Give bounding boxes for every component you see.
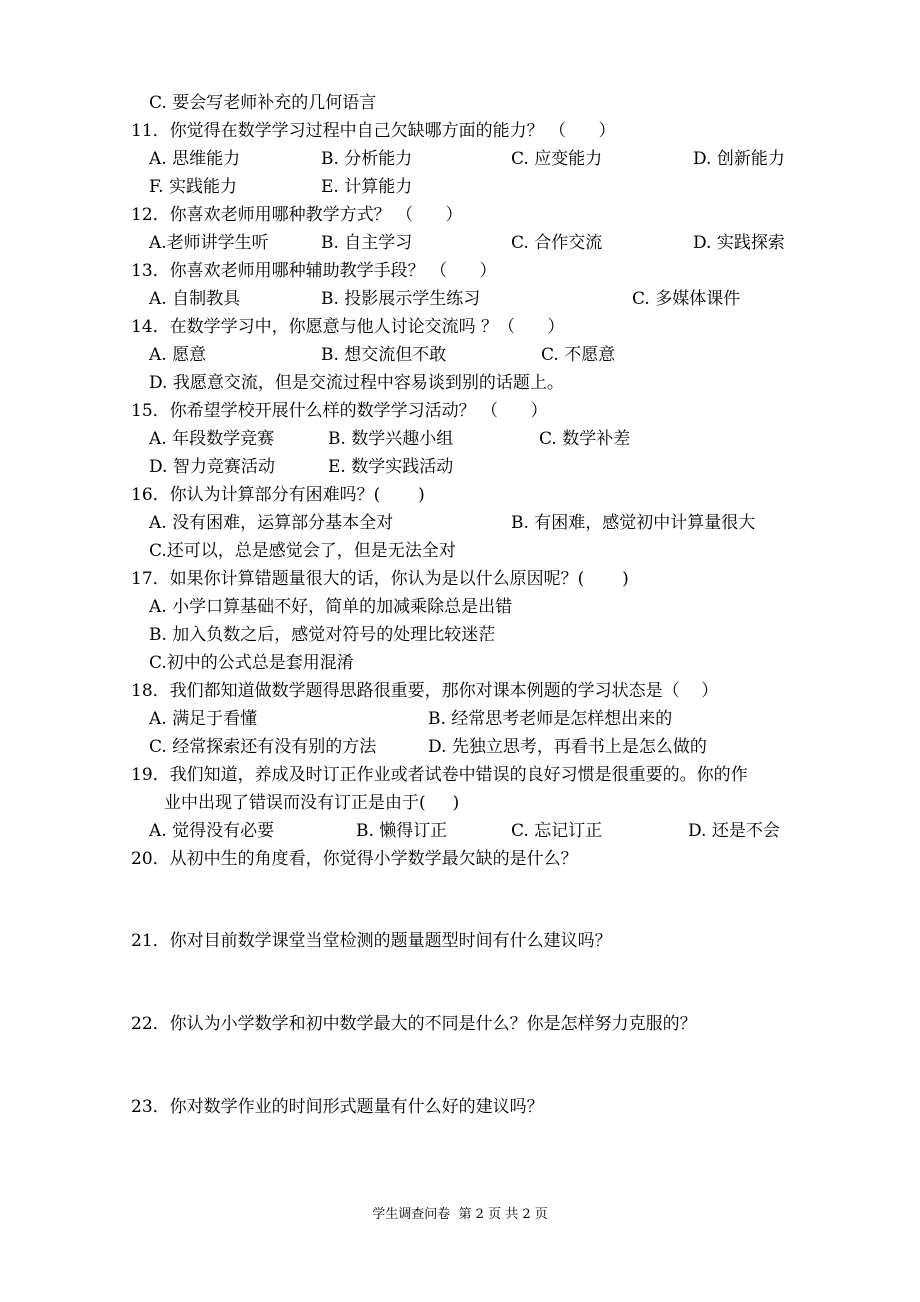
q13-option-b: B. 投影展示学生练习 [321, 289, 481, 309]
q11-option-b: B. 分析能力 [321, 149, 413, 169]
q11-option-d: D. 创新能力 [693, 149, 785, 169]
q18-option-a: A. 满足于看懂 [149, 709, 258, 729]
q19-option-b: B. 懒得订正 [356, 821, 448, 841]
question-22: 22．你认为小学数学和初中数学最大的不同是什么？你是怎样努力克服的？ [131, 1014, 697, 1034]
q13-option-a: A. 自制教具 [149, 289, 241, 309]
q19-option-d: D. 还是不会 [688, 821, 780, 841]
question-18: 18．我们都知道做数学题得思路很重要，那你对课本例题的学习状态是（ ） [131, 681, 719, 701]
q18-option-d: D. 先独立思考，再看书上是怎么做的 [428, 737, 707, 757]
question-17: 17．如果你计算错题量很大的话，你认为是以什么原因呢？( ) [131, 569, 629, 589]
question-23: 23．你对数学作业的时间形式题量有什么好的建议吗？ [131, 1097, 544, 1117]
q11-option-a: A. 思维能力 [149, 149, 241, 169]
q17-option-a: A. 小学口算基础不好，简单的加减乘除总是出错 [149, 597, 513, 617]
q11-option-e: E. 计算能力 [321, 177, 413, 197]
question-21: 21．你对目前数学课堂当堂检测的题量题型时间有什么建议吗？ [131, 931, 612, 951]
q15-option-d: D. 智力竞赛活动 [149, 457, 275, 477]
q14-option-a: A. 愿意 [149, 345, 207, 365]
q18-option-b: B. 经常思考老师是怎样想出来的 [428, 709, 673, 729]
q16-option-b: B. 有困难，感觉初中计算量很大 [511, 513, 756, 533]
question-19: 19．我们知道，养成及时订正作业或者试卷中错误的良好习惯是很重要的。你的作 [131, 765, 748, 785]
q15-option-a: A. 年段数学竞赛 [149, 429, 275, 449]
q16-option-a: A. 没有困难，运算部分基本全对 [149, 513, 394, 533]
q12-option-c: C. 合作交流 [511, 233, 603, 253]
question-13: 13．你喜欢老师用哪种辅助教学手段？ （ ） [131, 261, 497, 281]
q18-option-c: C. 经常探索还有没有别的方法 [149, 737, 377, 757]
q12-option-b: B. 自主学习 [321, 233, 413, 253]
question-19-cont: 业中出现了错误而没有订正是由于( ) [164, 793, 460, 813]
question-20: 20．从初中生的角度看，你觉得小学数学最欠缺的是什么？ [131, 849, 578, 869]
q19-option-c: C. 忘记订正 [511, 821, 603, 841]
q15-option-e: E. 数学实践活动 [328, 457, 454, 477]
q14-option-c: C. 不愿意 [541, 345, 616, 365]
q13-option-c: C. 多媒体课件 [632, 289, 741, 309]
q15-option-c: C. 数学补差 [539, 429, 631, 449]
q11-option-f: F. 实践能力 [149, 177, 237, 197]
q10-option-c: C. 要会写老师补充的几何语言 [149, 93, 377, 113]
question-14: 14．在数学学习中，你愿意与他人讨论交流吗 ？（ ） [131, 317, 565, 337]
q16-option-c: C.还可以，总是感觉会了，但是无法全对 [149, 541, 456, 561]
q19-option-a: A. 觉得没有必要 [149, 821, 275, 841]
q14-option-d: D. 我愿意交流，但是交流过程中容易谈到别的话题上。 [149, 373, 564, 393]
question-16: 16．你认为计算部分有困难吗？( ) [131, 485, 425, 505]
q12-option-a: A.老师讲学生听 [149, 233, 269, 253]
question-11: 11．你觉得在数学学习过程中自己欠缺哪方面的能力？ （ ） [131, 121, 616, 141]
q14-option-b: B. 想交流但不敢 [321, 345, 447, 365]
q12-option-d: D. 实践探索 [693, 233, 785, 253]
page-footer: 学生调查问卷 第 2 页 共 2 页 [372, 1207, 548, 1222]
q17-option-c: C.初中的公式总是套用混淆 [149, 653, 354, 673]
q11-option-c: C. 应变能力 [511, 149, 603, 169]
question-12: 12．你喜欢老师用哪种教学方式？ （ ） [131, 205, 463, 225]
q17-option-b: B. 加入负数之后，感觉对符号的处理比较迷茫 [149, 625, 496, 645]
q15-option-b: B. 数学兴趣小组 [328, 429, 454, 449]
question-15: 15．你希望学校开展什么样的数学学习活动？ （ ） [131, 401, 548, 421]
